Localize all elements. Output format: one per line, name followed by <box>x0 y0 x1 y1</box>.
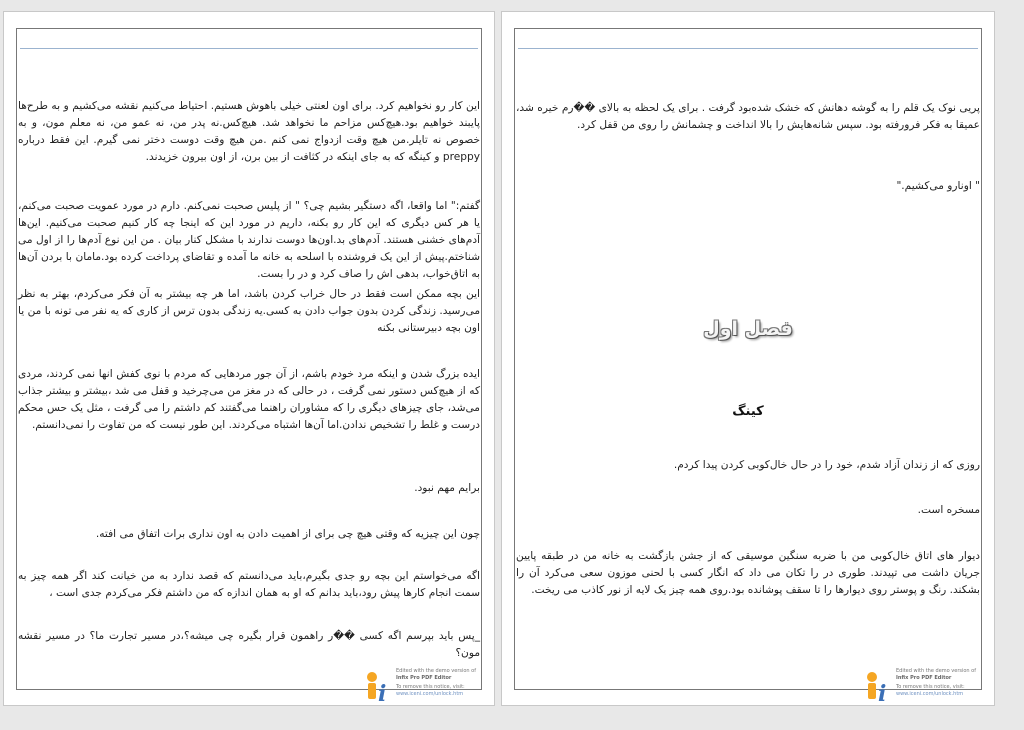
paragraph: گفتم:" اما واقعا، اگه دستگیر بشیم چی؟ " از پلیس صحبت نمی‌کنم. دارم در مورد عمویت صحبت می‌کنم، یا هر کس دیگری که این کار رو بکنه، داریم در مورد این که اینجا چه کار کنیم صحبت می‌کنیم. این‌ها آدم‌های خشنی هستند. آدم‌های بد.اون‌ها دوست ندارند با مشکل کنار بیان . من این نوع آدم‌ها را از اول می شناختم.پیش از این یک فروشنده با اسلحه به خانه ما آمده و تقاضای پرداخت کرده بود.مامان با بردن آن‌ها به اتاق‌خواب، بدهی اش را صاف کرد و در را بست. <box>18 200 480 280</box>
infix-logo-icon <box>864 669 894 705</box>
header-rule <box>518 48 978 49</box>
paragraph: این بچه ممکن است فقط در حال خراب کردن باشد، اما هر چه بیشتر به آن فکر می‌کردم، بهتر به نظر می‌رسید. زندگی کردن بدون جواب دادن به کسی.یه زندگی بدون ترس از کاری که یه نفر می تونه با من یا اون بچه دبیرستانی بکنه <box>18 288 480 334</box>
paragraph: _پس باید بپرسم اگه کسی ��ر راهمون قرار بگیره چی میشه؟،در مسیر تجارت ما؟ در مسیر نقشه مون؟ <box>18 630 480 659</box>
watermark-notice: Edited with the demo version of Infix Pro PDF Editor To remove this notice, visit: www.iceni.com/unlock.htm <box>396 668 477 697</box>
paragraph: دیوار های اتاق خال‌کوبی من با ضربه سنگین موسیقی که از جشن بازگشت به خانه من در طبقه پایین جریان داشت می تپیدند. طوری در را تکان می داد که انگار کسی با لحنی موزون سعی می‌کرد آن را بشکند. رنگ و پوستر روی دیوارها را تا سقف پوشانده بود.روی همه چیز یک لایه از نور کاذب می ریخت. <box>516 550 980 596</box>
svg-text:i: i <box>878 681 887 705</box>
pdf-page-left <box>4 12 494 705</box>
paragraph: برایم مهم نبود. <box>414 482 480 494</box>
watermark-badge <box>364 667 482 705</box>
unlock-link[interactable]: www.iceni.com/unlock.htm <box>396 690 464 697</box>
watermark-badge <box>864 667 982 705</box>
unlock-link[interactable]: www.iceni.com/unlock.htm <box>896 690 964 697</box>
paragraph: ایده بزرگ شدن و اینکه مرد خودم باشم، از آن جور مردهایی که مردم با نوی کفش انها نمی کردند، مردی که از هیچ‌کس دستور نمی گرفت ، در حالی که در مغز من می‌چرخید و قفل می شد ،بیشتر و بیشتر جذاب می‌شد، جای چیزهای دیگری را که مشاوران راهنما می‌گفتند کم داشتم را می گرفت ، مثل یک حس محکم درست و غلط را تشخیص ندادن.اما آن‌ها اشتباه می‌کردند. این طور نیست که من تفاوت را نمی‌دانستم. <box>18 368 480 431</box>
header-rule <box>20 48 478 49</box>
watermark-notice: Edited with the demo version of Infix Pro PDF Editor To remove this notice, visit: www.iceni.com/unlock.htm <box>896 668 977 697</box>
paragraph: روزی که از زندان آزاد شدم، خود را در حال خال‌کوبی کردن پیدا کردم. <box>673 459 980 471</box>
paragraph: اگه می‌خواستم این بچه رو جدی بگیرم،باید می‌دانستم که قصد ندارد به من خیانت کند اگر همه چیز به سمت انجام کارها پیش رود،باید بدانم که او به همان اندازه که من داشتم فکر می‌کردم جدی است ، <box>18 570 480 599</box>
svg-text:i: i <box>378 681 387 705</box>
paragraph: چون این چیزیه که وقتی هیچ چی برای از اهمیت دادن به اون نداری برات اتفاق می افته. <box>95 528 480 540</box>
chapter-heading: فصل اول <box>703 318 793 340</box>
pdf-page-right <box>502 12 994 705</box>
quote: " اونارو می‌کشیم." <box>896 180 980 192</box>
paragraph: این کار رو نخواهیم کرد. برای اون لعنتی خیلی باهوش هستیم. احتیاط می‌کنیم نقشه می‌کشیم و به طرح‌ها پایبند خواهیم بود.هیچ‌کس مزاحم ما نخواهد شد. هیچ‌کس.نه پدر من، نه عمو من، نه معلم مون، و به خصوص نه تایلر.من هیچ وقت ازدواج نمی کنم .من هیچ وقت دوست دختر نمی گیرم. این فقط درباره preppy و کینگه که به جای اینکه در کثافت از بین برن، از اون بیرون خزیدند. <box>18 100 480 163</box>
paragraph: مسخره است. <box>917 504 980 516</box>
infix-logo-icon <box>364 669 394 705</box>
section-title: کینگ <box>732 404 764 419</box>
paragraph: پریی نوک یک قلم را به گوشه دهانش که خشک شده‌بود گرفت . برای یک لحظه به بالای ��رم خیره شد، عمیقا به فکر فرورفته بود. سپس شانه‌هایش را بالا انداخت و چشمانش را روی من قفل کرد. <box>516 102 980 131</box>
